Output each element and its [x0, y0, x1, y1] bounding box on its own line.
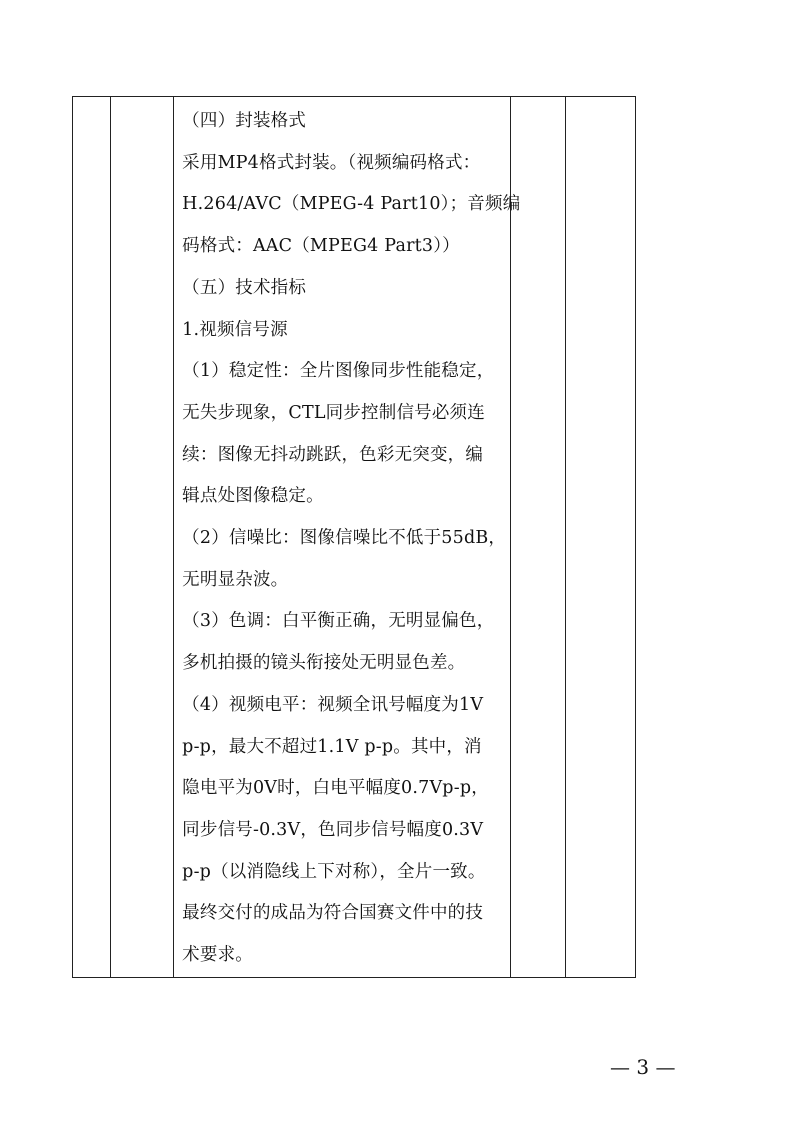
- section-heading-packaging: （四）封装格式: [182, 111, 307, 131]
- text-line: 隐电平为0V时，白电平幅度0.7Vp-p，: [182, 778, 489, 799]
- text-line: 最终交付的成品为符合国赛文件中的技: [182, 903, 484, 924]
- text-line: 码格式：AAC（MPEG4 Part3））: [182, 236, 460, 257]
- empty-cell-remarks: [565, 97, 635, 978]
- requirements-table: [72, 96, 636, 978]
- text-line: 采用MP4格式封装。（视频编码格式：: [182, 152, 481, 173]
- table-row: [73, 97, 636, 978]
- specification-cell: [174, 97, 521, 978]
- empty-cell-item: [111, 97, 174, 978]
- text-line: H.264/AVC（MPEG-4 Part10）；音频编: [182, 194, 521, 215]
- text-line: （4）视频电平：视频全讯号幅度为1V: [182, 694, 484, 715]
- section-heading-technical-indicators: （五）技术指标: [182, 277, 307, 298]
- empty-cell-quantity: [510, 97, 565, 978]
- text-line: 无失步现象，CTL同步控制信号必须连: [182, 402, 485, 423]
- text-line: 同步信号-0.3V，色同步信号幅度0.3V: [182, 819, 484, 840]
- text-line: p-p（以消隐线上下对称），全片一致。: [182, 861, 486, 882]
- text-line: 续：图像无抖动跳跃，色彩无突变，编: [182, 444, 484, 465]
- page-number: — 3 —: [610, 1055, 676, 1079]
- text-line: （2）信噪比：图像信噪比不低于55dB，: [182, 528, 507, 549]
- empty-cell-serial: [73, 97, 111, 978]
- text-line: 无明显杂波。: [182, 569, 289, 590]
- subheading-video-source: 1.视频信号源: [182, 319, 288, 340]
- text-line: 辑点处图像稳定。: [182, 486, 324, 507]
- text-line: （1）稳定性：全片图像同步性能稳定，: [182, 361, 495, 382]
- text-line: p-p，最大不超过1.1V p-p。其中，消: [182, 736, 482, 757]
- text-line: 多机拍摄的镜头衔接处无明显色差。: [182, 653, 466, 674]
- text-line: 术要求。: [182, 945, 253, 966]
- text-line: （3）色调：白平衡正确，无明显偏色，: [182, 611, 495, 632]
